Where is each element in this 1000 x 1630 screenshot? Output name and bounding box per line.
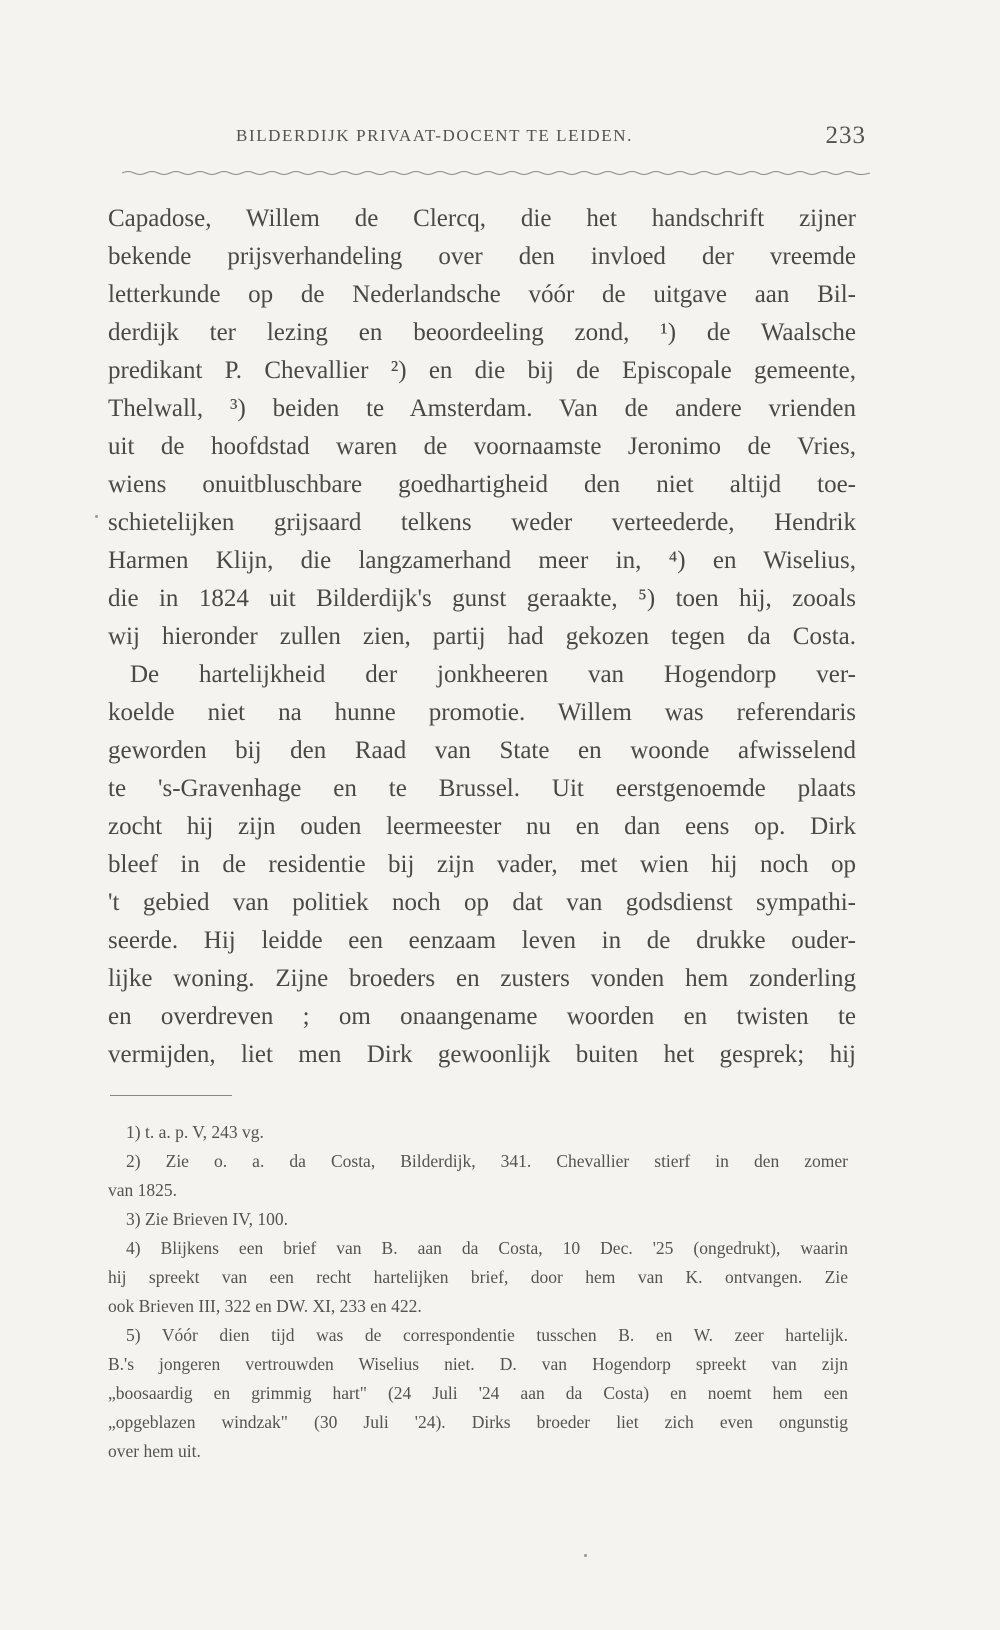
footnote-line: hij spreekt van een recht hartelijken brief, door hem van K. ontvangen. Zie: [108, 1267, 848, 1287]
footnote-line: 4) Blijkens een brief van B. aan da Costa, 10 Dec. '25 (ongedrukt), waarin: [126, 1238, 848, 1258]
print-speck: [95, 515, 98, 518]
footnote-line: 3) Zie Brieven IV, 100.: [126, 1209, 289, 1229]
header-rule: [122, 170, 870, 176]
body-line: wiens onuitbluschbare goedhartigheid den niet altijd toe-: [108, 471, 856, 498]
body-line: wij hieronder zullen zien, partij had gekozen tegen da Costa.: [108, 623, 856, 650]
footnote-line: „opgeblazen windzak" (30 Juli '24). Dirks broeder liet zich even ongunstig: [108, 1412, 848, 1432]
body-line: zocht hij zijn ouden leermeester nu en dan eens op. Dirk: [108, 813, 856, 840]
body-line: die in 1824 uit Bilderdijk's gunst geraakte, ⁵) toen hij, zooals: [108, 585, 856, 612]
body-line: 't gebied van politiek noch op dat van godsdienst sympathi-: [108, 889, 856, 916]
body-line: bekende prijsverhandeling over den invloed der vreemde: [108, 243, 856, 270]
running-head: [236, 122, 866, 156]
footnote-line: over hem uit.: [108, 1441, 201, 1461]
page-number: 233: [825, 122, 866, 149]
print-speck: [584, 1554, 587, 1557]
body-line: geworden bij den Raad van State en woonde afwisselend: [108, 737, 856, 764]
footnotes: [108, 1118, 848, 1466]
footnote-line: ook Brieven III, 322 en DW. XI, 233 en 422.: [108, 1296, 422, 1316]
body-line: te 's-Gravenhage en te Brussel. Uit eerstgenoemde plaats: [108, 775, 856, 802]
body-line: Capadose, Willem de Clercq, die het handschrift zijner: [108, 205, 856, 232]
body-line: koelde niet na hunne promotie. Willem was referendaris: [108, 699, 856, 726]
footnote-line: van 1825.: [108, 1180, 178, 1200]
body-line: De hartelijkheid der jonkheeren van Hogendorp ver-: [130, 661, 856, 688]
footnote-rule: [110, 1095, 232, 1096]
footnote-line: 1) t. a. p. V, 243 vg.: [126, 1122, 264, 1142]
body-line: bleef in de residentie bij zijn vader, met wien hij noch op: [108, 851, 856, 878]
body-line: en overdreven ; om onaangename woorden en twisten te: [108, 1003, 856, 1030]
body-line: schietelijken grijsaard telkens weder verteederde, Hendrik: [108, 509, 856, 536]
footnote-line: „boosaardig en grimmig hart" (24 Juli '24 aan da Costa) en noemt hem een: [108, 1383, 848, 1403]
body-line: Thelwall, ³) beiden te Amsterdam. Van de andere vrienden: [108, 395, 856, 422]
running-title: BILDERDIJK PRIVAAT-DOCENT TE LEIDEN.: [236, 126, 633, 145]
body-line: seerde. Hij leidde een eenzaam leven in de drukke ouder-: [108, 927, 856, 954]
body-line: derdijk ter lezing en beoordeeling zond, ¹) de Waalsche: [108, 319, 856, 346]
body-line: lijke woning. Zijne broeders en zusters vonden hem zonderling: [108, 965, 856, 992]
body-line: letterkunde op de Nederlandsche vóór de uitgave aan Bil-: [108, 281, 856, 308]
body-line: predikant P. Chevallier ²) en die bij de Episcopale gemeente,: [108, 357, 856, 384]
footnote-line: 2) Zie o. a. da Costa, Bilderdijk, 341. Chevallier stierf in den zomer: [126, 1151, 848, 1171]
footnote-line: 5) Vóór dien tijd was de correspondentie tusschen B. en W. zeer hartelijk.: [126, 1325, 848, 1345]
body-line: vermijden, liet men Dirk gewoonlijk buiten het gesprek; hij: [108, 1041, 856, 1068]
footnote-line: B.'s jongeren vertrouwden Wiselius niet. D. van Hogendorp spreekt van zijn: [108, 1354, 848, 1374]
body-text: [108, 200, 856, 1074]
body-line: uit de hoofdstad waren de voornaamste Jeronimo de Vries,: [108, 433, 856, 460]
body-line: Harmen Klijn, die langzamerhand meer in, ⁴) en Wiselius,: [108, 547, 856, 574]
